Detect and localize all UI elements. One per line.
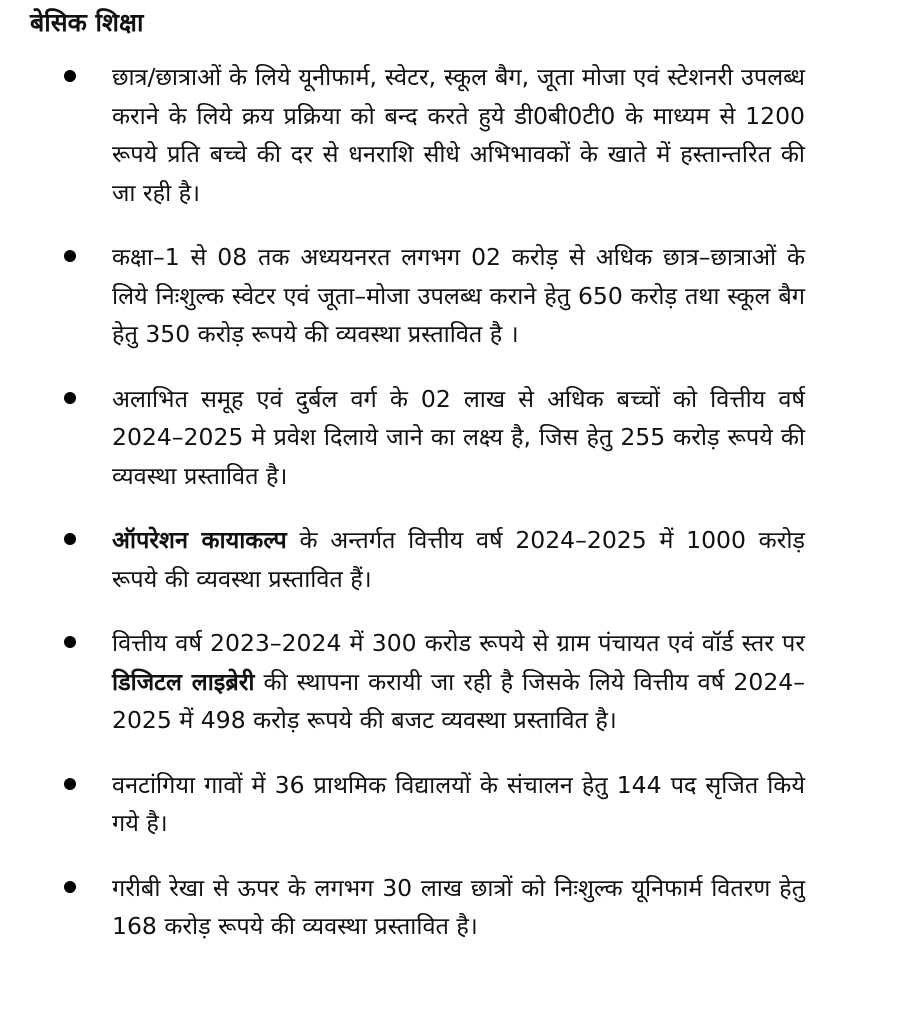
item-text: छात्र/छात्राओं के लिये यूनीफार्म, स्वेटर, स्कूल बैग, जूता मोजा एवं स्टेशनरी उपलब्ध कराने के लिये क्रय प्रक्रिया को बन्द करते हुये डी0बी0टी0 के माध्यम से 1200 रूपये प्रति बच्चे की दर से धनराशि सीधे अभिभावकों के खाते में हस्तान्तरित की जा रही है। [112, 63, 805, 207]
section-heading: बेसिक शिक्षा [30, 8, 144, 37]
item-text-prefix: वित्तीय वर्ष 2023–2024 में 300 करोड रूपये से ग्राम पंचायत एवं वॉर्ड स्तर पर [112, 629, 805, 657]
list-item [0, 624, 909, 740]
item-bold-text: डिजिटल लाइब्रेरी [112, 667, 255, 696]
bullet-icon [64, 392, 76, 404]
item-text: के अन्तर्गत वित्तीय वर्ष 2024–2025 में 1000 करोड़ रूपये की व्यवस्था प्रस्तावित हैं। [112, 526, 805, 593]
item-text: की स्थापना करायी जा रही है जिसके लिये वित्तीय वर्ष 2024–2025 में 498 करोड़ रूपये की बजट व्यवस्था प्रस्तावित है। [112, 667, 805, 734]
bullet-icon [64, 533, 76, 545]
bullet-icon [64, 881, 76, 893]
list-item [0, 58, 909, 212]
item-text: अलाभित समूह एवं दुर्बल वर्ग के 02 लाख से अधिक बच्चों को वित्तीय वर्ष 2024–2025 मे प्रवेश दिलाये जाने का लक्ष्य है, जिस हेतु 255 करोड़ रूपये की व्यवस्था प्रस्तावित है। [112, 384, 805, 490]
bullet-icon [64, 778, 76, 790]
list-item [0, 869, 909, 946]
bullet-icon [64, 636, 76, 648]
item-text: वनटांगिया गावों में 36 प्राथमिक विद्यालयों के संचालन हेतु 144 पद सृजित किये गये है। [112, 770, 805, 837]
item-text: कक्षा–1 से 08 तक अध्ययनरत लगभग 02 करोड़ से अधिक छात्र–छात्राओं के लिये निःशुल्क स्वेटर एवं जूता–मोजा उपलब्ध कराने हेतु 650 करोड़ तथा स्कूल बैग हेतु 350 करोड़ रूपये की व्यवस्था प्रस्तावित है । [112, 243, 805, 348]
list-item [0, 238, 909, 354]
list-item [0, 521, 909, 598]
bullet-icon [64, 70, 76, 82]
list-item [0, 766, 909, 843]
item-text: गरीबी रेखा से ऊपर के लगभग 30 लाख छात्रों को निःशुल्क यूनिफार्म वितरण हेतु 168 करोड़ रूपये की व्यवस्था प्रस्तावित है। [112, 873, 805, 940]
item-bold-text: ऑपरेशन कायाकल्प [112, 526, 287, 554]
list-item [0, 380, 909, 496]
bullet-list [0, 58, 909, 972]
bullet-icon [64, 250, 76, 262]
